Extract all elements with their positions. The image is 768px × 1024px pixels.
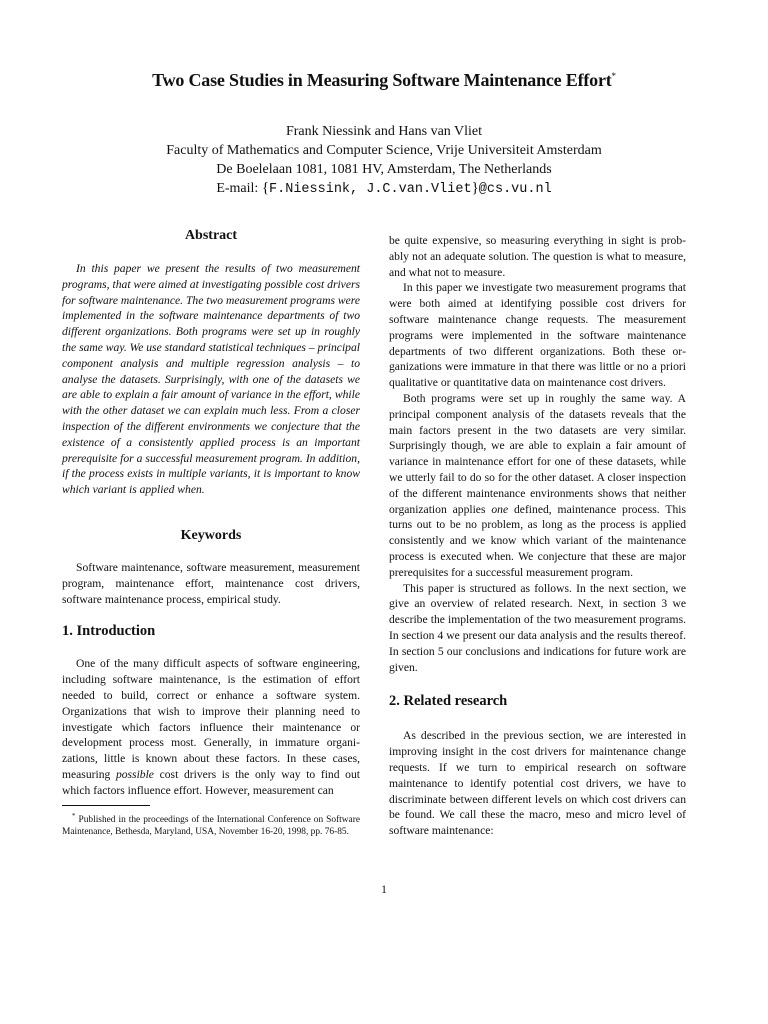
footnote-mark: * [72,811,76,820]
abstract-heading: Abstract [184,228,238,243]
author-email: E-mail: {F.Niessink, J.C.van.Vliet}@cs.vu.nl [216,180,552,197]
keywords-text: Software maintenance, software measurement, measurement program, maintenance effort, maintenance cost drivers, software maintenance process, empirical study. [62,560,360,606]
title-footnote-mark: * [611,71,616,81]
introduction-paragraph-1-continued: be quite expensive, so measuring everything in sight is probably not an adequate solution. The question is what to measure, and what not to measure. [389,234,686,279]
introduction-paragraph-3: Both programs were set up in roughly the same way. A principal component analysis of the datasets reveals that the main factors present in the two datasets are very similar. Surprisingly though, we are able to explain a fair amount of variance in maintenance effort for one of these datasets, while we utterly fail to do so for the other dataset. A closer inspection of the different maintenance environments shows that neither organization applies one defined, maintenance process. This turns out to be no problem, as long as the process is applied consistently and we know which variant of the maintenance process is executed when. We conjecture that these are major prerequisites for a successful measurement program. [389,391,686,579]
author-address: De Boelelaan 1081, 1081 HV, Amsterdam, The Netherlands [216,162,552,177]
introduction-paragraph-2: In this paper we investigate two measurement programs that were both aimed at identifying possible cost drivers for software maintenance change requests. The measurement programs were implemented in the software maintenance departments of two different organizations. Both these organizations were immature in that there was little or no a priori qualitative or quantitative data on maintenance cost drivers. [389,281,686,390]
author-affiliation: Faculty of Mathematics and Computer Science, Vrije Universiteit Amsterdam [166,143,602,158]
footnote-rule [62,805,150,806]
author-block [0,122,768,199]
related-research-heading: 2. Related research [389,693,508,710]
author-names: Frank Niessink and Hans van Vliet [285,124,483,139]
related-research-paragraph-1: As described in the previous section, we are interested in improving insight in the cost drivers for maintenance change requests. If we turn to empirical research on software maintenance to identify potential cost drivers, we have to discriminate between different levels on which cost drivers can be found. We call these the macro, meso and micro level of software maintenance: [389,729,686,838]
left-column [62,228,360,839]
introduction-paragraph-4: This paper is structured as follows. In the next section, we give an overview of related research. Next, in section 3 we describe the implementation of the two measurement programs. In section 4 we present our data analysis and the results thereof. In section 5 our conclusions and indications for future work are given. [389,581,686,674]
abstract-text: In this paper we present the results of two measurement programs, that were aimed at investigating possible cost drivers for software maintenance. The two measurement programs were implemented in the software maintenance departments of two different organizations. Both programs were set up in roughly the same way. We use standard statistical techniques – principal component analysis and multiple regression analysis – to analyse the datasets. Surprisingly, with one of the datasets we are able to explain a fair amount of variance in the effort, while with the other dataset we can explain much less. From a closer inspection of the different environments we conjecture that the existence of a consistently applied process is an important prerequisite for a successful measurement program. In addition, if the process exists in multiple variants, it is important to know which variant is applied when. [62,262,360,497]
introduction-heading: 1. Introduction [62,623,156,640]
introduction-paragraph-1: One of the many difficult aspects of software engineering, including software maintenance, is the estimation of effort needed to build, correct or enhance a software system. Organizations that wish to improve their planning need to investigate which factors influence their maintenance or development process most. Generally, in immature organizations, little is known about these factors. In these cases, measuring possible cost drivers is the only way to find out which factors influence effort. However, measurement can [62,657,360,797]
right-column [389,233,686,839]
keywords-heading: Keywords [180,527,242,543]
page-number: 1 [381,884,387,896]
footnote: * Published in the proceedings of the International Conference on Software Maintenance, Bethesda, Maryland, USA, November 16-20, 1998, pp. 76-85. [62,811,361,838]
paper-title: Two Case Studies in Measuring Software Maintenance Effort* [152,70,616,90]
